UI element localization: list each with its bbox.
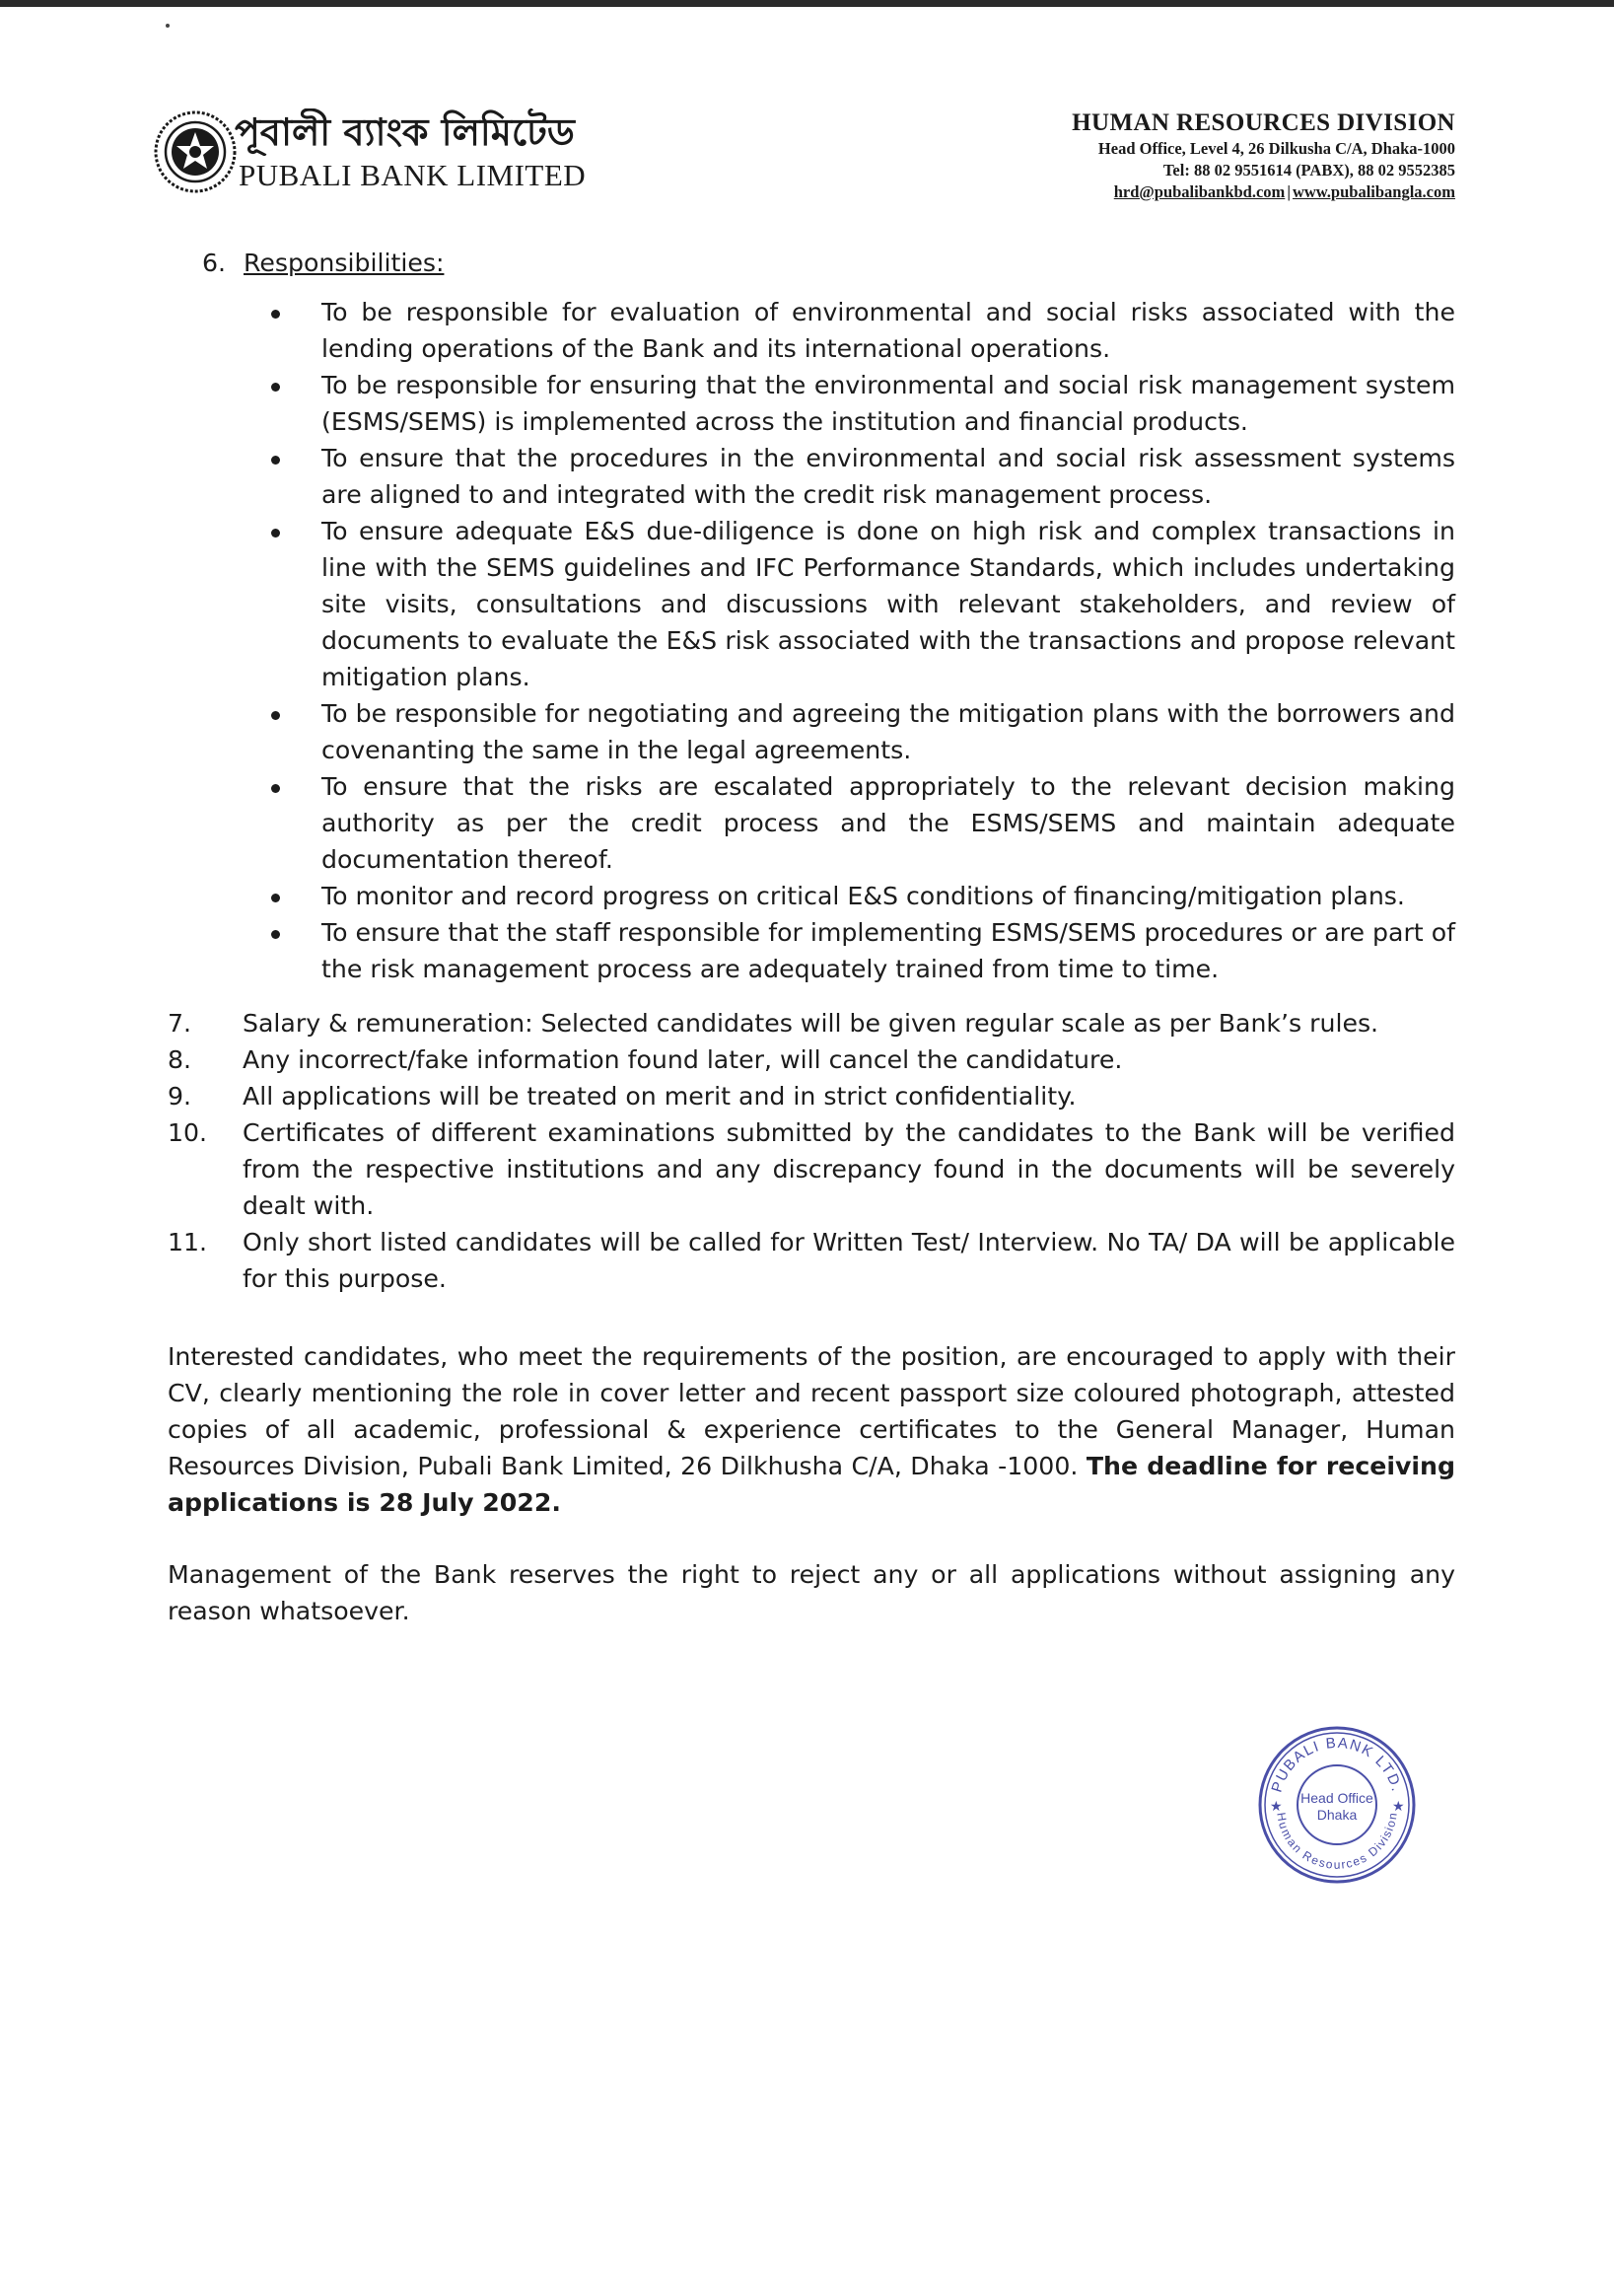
seal-ring-top: PUBALI BANK LTD. [1268,1734,1406,1795]
item-number: 8. [168,1045,192,1074]
bullet-icon [271,383,280,392]
item-text: Any incorrect/fake information found later, will cancel the candidature. [243,1045,1123,1074]
item-text: All applications will be treated on merit and in strict confidentiality. [243,1082,1077,1111]
item-lead: Salary & remuneration: [243,1009,533,1038]
link-separator: | [1287,182,1291,201]
list-item-text: To ensure that the staff responsible for implementing ESMS/SEMS procedures or are part of the risk management process are adequately trained from time to time. [321,918,1455,983]
list-item [168,1005,1455,1041]
list-item-text: To ensure that the risks are escalated appropriately to the relevant decision making authority as per the credit process and the ESMS/SEMS and maintain adequate documentation thereof. [321,772,1455,874]
item-text: Selected candidates will be given regular scale as per Bank’s rules. [532,1009,1379,1038]
seal-line-2: Dhaka [1316,1807,1358,1823]
item-number: 11. [168,1228,208,1256]
section-heading: Responsibilities: [244,249,445,277]
list-item [321,513,1455,695]
list-item [321,878,1455,914]
application-text: Interested candidates, who meet the requirements of the position, are encouraged to apply with their CV, clearly mentioning the role in cover letter and recent passport size coloured photograph, attested copies of all academic, professional & experience certificates to the General Manager, Human Resources Division, Pubali Bank Limited, 26 Dilkhusha C/A, Dhaka -1000. [168,1342,1455,1480]
bank-name-english: PUBALI BANK LIMITED [239,158,587,192]
list-item [321,294,1455,367]
section-responsibilities-heading [202,245,444,281]
item-number: 7. [168,1009,192,1038]
website-link[interactable]: www.pubalibangla.com [1292,182,1455,201]
list-item-text: To ensure that the procedures in the environmental and social risk assessment systems are aligned to and integrated with the credit risk management process. [321,444,1455,509]
list-item [168,1224,1455,1297]
seal-star-right-icon: ★ [1392,1799,1405,1815]
responsibilities-list [321,294,1455,987]
list-item [168,1041,1455,1078]
bullet-icon [271,529,280,538]
item-number: 10. [168,1118,208,1147]
list-item-text: To be responsible for negotiating and agreeing the mitigation plans with the borrowers and covenanting the same in the legal agreements. [321,699,1455,764]
bullet-icon [271,310,280,319]
seal-ring-bottom: Human Resources Division [1274,1811,1400,1872]
list-item [321,367,1455,440]
bullet-icon [271,930,280,939]
bullet-icon [271,784,280,793]
section-number: 6. [202,249,227,277]
list-item-text: To be responsible for ensuring that the environmental and social risk management system (ESMS/SEMS) is implemented across the institution and financial products. [321,371,1455,436]
office-seal-stamp [1256,1724,1418,1886]
closing-paragraph: Management of the Bank reserves the right to reject any or all applications without assigning any reason whatsoever. [168,1560,1455,1625]
item-number: 9. [168,1082,192,1111]
list-item [321,695,1455,768]
bullet-icon [271,711,280,720]
list-item [321,768,1455,878]
list-item [321,440,1455,513]
application-paragraph [168,1338,1455,1521]
item-text: Certificates of different examinations submitted by the candidates to the Bank will be verified from the respective institutions and any discrepancy found in the documents will be severely dealt with. [243,1118,1455,1220]
item-text: Only short listed candidates will be called for Written Test/ Interview. No TA/ DA will be applicable for this purpose. [243,1228,1455,1293]
seal-line-1: Head Office [1300,1790,1373,1806]
deadline-text: The deadline for receiving applications is 28 July 2022. [168,1452,1455,1517]
bank-name-bangla: পূবালী ব্যাংক লিমিটেড [235,110,575,154]
division-phone: Tel: 88 02 9551614 (PABX), 88 02 9552385 [1162,161,1455,179]
bullet-icon [271,894,280,902]
bullet-icon [271,456,280,465]
seal-star-left-icon: ★ [1270,1799,1283,1815]
email-link[interactable]: hrd@pubalibankbd.com [1113,182,1286,201]
list-item-text: To ensure adequate E&S due-diligence is done on high risk and complex transactions in line with the SEMS guidelines and IFC Performance Standards, which includes undertaking site visits, consultations and discussions with relevant stakeholders, and review of documents to evaluate the E&S risk associated with the transactions and propose relevant mitigation plans. [321,517,1455,691]
division-title: HUMAN RESOURCES DIVISION [1072,109,1455,136]
list-item [321,914,1455,987]
list-item-text: To be responsible for evaluation of environmental and social risks associated with the lending operations of the Bank and its international operations. [321,298,1455,363]
list-item-text: To monitor and record progress on critical E&S conditions of financing/mitigation plans. [321,882,1405,910]
terms-list [168,1005,1455,1297]
list-item [168,1078,1455,1114]
division-address: Head Office, Level 4, 26 Dilkusha C/A, Dhaka-1000 [1097,139,1455,158]
list-item [168,1114,1455,1224]
